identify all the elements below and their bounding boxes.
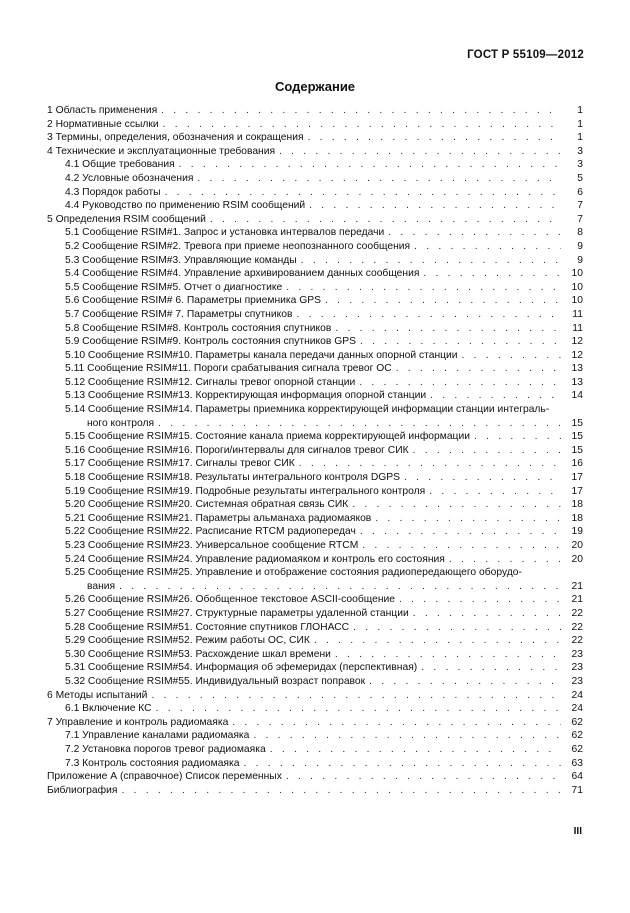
toc-entry-page: 20 (571, 540, 583, 551)
dot-leader (161, 104, 561, 118)
dot-leader (462, 349, 561, 363)
toc-entry-page: 7 (577, 213, 583, 225)
toc-entry-label: 5.3 Сообщение RSIM#3. Управляющие команды (65, 254, 297, 266)
toc-entry-label: 5.8 Сообщение RSIM#8. Контроль состояния спутников (65, 322, 332, 334)
standard-number: ГОСТ Р 55109—2012 (467, 49, 584, 61)
toc-entry[interactable] (47, 226, 583, 240)
toc-entry[interactable] (47, 199, 583, 213)
dot-leader (375, 512, 561, 526)
toc-entry-page: 10 (571, 295, 583, 307)
toc-entry[interactable] (47, 634, 583, 648)
dot-leader (396, 362, 561, 376)
dot-leader (449, 553, 561, 567)
toc-entry[interactable] (47, 267, 583, 281)
toc-entry-page: 23 (571, 662, 583, 674)
toc-entry-label: Библиография (47, 784, 118, 796)
toc-entry-label: 5.13 Сообщение RSIM#13. Корректирующая информация опорной станции (65, 390, 427, 402)
toc-entry-page: 3 (577, 145, 583, 157)
toc-entry-label: 5.23 Сообщение RSIM#23. Универсальное сообщение RTCM (65, 540, 359, 551)
toc-entry-label: 5.9 Сообщение RSIM#9. Контроль состояния спутников GPS (65, 336, 356, 348)
toc-entry-label: 4.2 Условные обозначения (65, 172, 194, 184)
dot-leader (388, 226, 561, 240)
dot-leader (270, 743, 561, 757)
toc-entry[interactable] (47, 716, 583, 730)
toc-entry-label: 5.11 Сообщение RSIM#11. Пороги срабатывания сигнала тревог ОС (65, 363, 392, 375)
toc-entry[interactable] (47, 743, 583, 757)
table-of-contents (47, 104, 583, 797)
toc-entry[interactable] (47, 444, 583, 458)
dot-leader (163, 118, 561, 132)
dot-leader (359, 376, 561, 390)
toc-entry-label: 1 Область применения (47, 105, 158, 116)
toc-entry-label: 5.21 Сообщение RSIM#21. Параметры альманаха радиомаяков (65, 512, 372, 524)
dot-leader (325, 294, 561, 308)
dot-leader (286, 770, 561, 784)
toc-entry-page: 12 (571, 336, 583, 348)
toc-entry-label: Приложение А (справочное) Список переменных (47, 771, 282, 783)
toc-entry-page: 7 (577, 200, 583, 212)
toc-entry-label: 4 Технические и эксплуатационные требования (47, 145, 276, 157)
dot-leader (121, 784, 561, 798)
toc-entry[interactable] (47, 430, 583, 444)
toc-entry-label: 5.7 Сообщение RSIM# 7. Параметры спутников (65, 308, 293, 320)
toc-entry[interactable] (47, 294, 583, 308)
page-number: III (573, 826, 582, 837)
toc-entry-label: 5.28 Сообщение RSIM#51. Состояние спутников ГЛОНАСС (65, 621, 350, 633)
dot-leader (360, 335, 561, 349)
toc-entry-label: 7.1 Управление каналами радиомаяка (65, 730, 250, 742)
toc-entry-page: 17 (571, 472, 583, 484)
dot-leader (413, 444, 561, 458)
dot-leader (309, 199, 561, 213)
toc-entry-label: 5.17 Сообщение RSIM#17. Сигналы тревог СИК (65, 458, 295, 470)
dot-leader (151, 689, 561, 703)
toc-entry-page: 23 (571, 648, 583, 660)
dot-leader (296, 308, 561, 322)
toc-entry[interactable] (47, 689, 583, 703)
toc-entry-label: 5.18 Сообщение RSIM#18. Результаты интегрального контроля DGPS (65, 472, 401, 484)
toc-entry-label: 5.12 Сообщение RSIM#12. Сигналы тревог опорной станции (65, 376, 356, 388)
dot-leader (360, 525, 561, 539)
toc-entry-page: 15 (571, 417, 583, 429)
toc-entry-page: 8 (577, 227, 583, 239)
toc-entry-page: 11 (572, 322, 583, 334)
toc-entry-page: 22 (571, 607, 583, 619)
toc-entry-page: 14 (571, 390, 583, 402)
dot-leader (414, 240, 561, 254)
toc-entry-page: 5 (577, 172, 583, 184)
toc-entry-label: 5.19 Сообщение RSIM#19. Подробные результаты интегрального контроля (65, 485, 426, 497)
toc-entry-label: 5.1 Сообщение RSIM#1. Запрос и установка интервалов передачи (65, 227, 385, 239)
dot-leader (197, 172, 561, 186)
dot-leader (352, 498, 561, 512)
toc-entry[interactable] (47, 770, 583, 784)
dot-leader (314, 634, 561, 648)
dot-leader (369, 675, 561, 689)
toc-entry-label: 5.2 Сообщение RSIM#2. Тревога при приеме неопознанного сообщения (65, 240, 411, 252)
toc-entry-page: 16 (571, 458, 583, 470)
dot-leader (253, 729, 561, 743)
dot-leader (308, 131, 561, 145)
toc-entry-page: 9 (577, 254, 583, 266)
toc-entry-label-continuation: ного контроля (87, 417, 155, 429)
toc-entry-page: 62 (571, 743, 583, 755)
toc-entry[interactable] (47, 186, 583, 200)
toc-entry-continuation[interactable] (47, 580, 583, 594)
toc-entry-page: 10 (571, 281, 583, 293)
dot-leader (243, 757, 561, 771)
dot-leader (165, 186, 561, 200)
toc-entry-label: 5.20 Сообщение RSIM#20. Системная обратная связь СИК (65, 499, 349, 511)
toc-entry-label: 5.10 Сообщение RSIM#10. Параметры канала передачи данных опорной станции (65, 349, 458, 361)
toc-entry-page: 15 (571, 444, 583, 456)
toc-entry-continuation[interactable] (47, 417, 583, 431)
toc-entry[interactable] (47, 389, 583, 403)
toc-entry[interactable] (47, 729, 583, 743)
toc-entry-page: 62 (571, 716, 583, 728)
dot-leader (362, 539, 561, 553)
dot-leader (353, 621, 561, 635)
toc-entry-page: 17 (571, 485, 583, 497)
toc-entry[interactable] (47, 240, 583, 254)
toc-entry[interactable] (47, 308, 583, 322)
toc-entry-label: 7.2 Установка порогов тревог радиомаяка (65, 743, 266, 755)
toc-entry[interactable] (47, 485, 583, 499)
toc-entry-page: 22 (571, 635, 583, 647)
toc-entry[interactable] (47, 457, 583, 471)
toc-entry-label: 5.26 Сообщение RSIM#26. Обобщенное текстовое ASCII-сообщение (65, 594, 396, 606)
toc-entry-page: 71 (571, 784, 583, 796)
dot-leader (279, 145, 561, 159)
toc-entry[interactable] (47, 512, 583, 526)
toc-entry[interactable] (47, 172, 583, 186)
toc-entry-page: 3 (577, 159, 583, 171)
dot-leader (158, 417, 561, 431)
toc-entry-page: 13 (571, 376, 583, 388)
toc-entry-label: 4.4 Руководство по применению RSIM сообщений (65, 200, 306, 212)
toc-entry[interactable] (47, 213, 583, 227)
toc-entry-page: 13 (571, 363, 583, 375)
toc-entry-page: 24 (571, 703, 583, 715)
toc-entry[interactable] (47, 702, 583, 716)
toc-entry-label: 5 Определения RSIM сообщений (47, 213, 206, 225)
toc-entry[interactable] (47, 648, 583, 662)
toc-entry-label: 5.29 Сообщение RSIM#52. Режим работы ОС, СИК (65, 635, 310, 647)
toc-entry-page: 18 (571, 499, 583, 511)
toc-entry-page: 10 (571, 268, 583, 280)
toc-entry-page: 15 (571, 431, 583, 443)
toc-entry-label: 4.3 Порядок работы (65, 186, 161, 198)
toc-entry-label: 5.14 Сообщение RSIM#14. Параметры приемника корректирующей информации станции интеграль- (65, 404, 550, 416)
toc-entry[interactable] (47, 525, 583, 539)
toc-entry-page: 23 (571, 675, 583, 687)
dot-leader (179, 158, 561, 172)
dot-leader (413, 607, 561, 621)
toc-entry-label: 2 Нормативные ссылки (47, 118, 159, 130)
toc-entry-label: 5.24 Сообщение RSIM#24. Управление радиомаяком и контроль его состояния (65, 553, 445, 565)
toc-entry[interactable] (47, 376, 583, 390)
toc-entry-label: 7.3 Контроль состояния радиомаяка (65, 757, 240, 769)
dot-leader (335, 322, 561, 336)
toc-entry-label-continuation: вания (87, 580, 116, 592)
toc-entry[interactable] (47, 593, 583, 607)
toc-entry-label: 4.1 Общие требования (65, 159, 175, 171)
dot-leader (286, 281, 561, 295)
dot-leader (232, 716, 561, 730)
toc-entry-page: 19 (571, 526, 583, 538)
dot-leader (301, 254, 561, 268)
toc-entry-label: 5.6 Сообщение RSIM# 6. Параметры приемника GPS (65, 295, 321, 307)
toc-entry-page: 18 (571, 512, 583, 524)
toc-entry[interactable] (47, 104, 583, 118)
toc-entry[interactable] (47, 675, 583, 689)
toc-entry-label: 6.1 Включение КС (65, 703, 152, 715)
toc-entry-label: 5.22 Сообщение RSIM#22. Расписание RTCM радиопередач (65, 526, 356, 538)
toc-entry[interactable] (47, 362, 583, 376)
toc-entry[interactable] (47, 607, 583, 621)
toc-entry-page: 6 (577, 186, 583, 198)
toc-entry[interactable] (47, 757, 583, 771)
toc-entry[interactable] (47, 498, 583, 512)
toc-entry[interactable] (47, 158, 583, 172)
toc-entry-page: 9 (577, 240, 583, 252)
toc-entry[interactable] (47, 118, 583, 132)
toc-entry[interactable] (47, 784, 583, 798)
toc-entry[interactable] (47, 566, 583, 580)
dot-leader (156, 702, 561, 716)
dot-leader (429, 485, 561, 499)
dot-leader (421, 661, 561, 675)
toc-entry[interactable] (47, 145, 583, 159)
page-title: Содержание (274, 79, 356, 94)
toc-entry[interactable] (47, 281, 583, 295)
toc-entry[interactable] (47, 471, 583, 485)
toc-entry[interactable] (47, 335, 583, 349)
toc-entry-page: 1 (577, 118, 583, 130)
toc-entry-page: 22 (571, 621, 583, 633)
dot-leader (299, 457, 561, 471)
toc-entry[interactable] (47, 403, 583, 417)
toc-entry-label: 5.32 Сообщение RSIM#55. Индивидуальный возраст поправок (65, 675, 366, 687)
toc-entry-label: 5.16 Сообщение RSIM#16. Пороги/интервалы для сигналов тревог СИК (65, 444, 409, 456)
toc-entry-label: 5.30 Сообщение RSIM#53. Расхождение шкал времени (65, 648, 331, 660)
toc-entry[interactable] (47, 553, 583, 567)
toc-entry-label: 5.4 Сообщение RSIM#4. Управление архивированием данных сообщения (65, 268, 420, 280)
toc-entry-label: 6 Методы испытаний (47, 689, 148, 701)
toc-entry[interactable] (47, 349, 583, 363)
toc-entry[interactable] (47, 322, 583, 336)
toc-entry-label: 5.5 Сообщение RSIM#5. Отчет о диагностике (65, 281, 283, 293)
dot-leader (399, 593, 561, 607)
toc-entry-label: 5.27 Сообщение RSIM#27. Структурные параметры удаленной станции (65, 607, 409, 619)
dot-leader (430, 389, 561, 403)
toc-entry-page: 62 (571, 730, 583, 742)
toc-entry[interactable] (47, 131, 583, 145)
toc-entry[interactable] (47, 254, 583, 268)
toc-entry-page: 11 (572, 308, 583, 320)
toc-entry-label: 5.15 Сообщение RSIM#15. Состояние канала приема корректирующей информации (65, 431, 470, 443)
dot-leader (119, 580, 561, 594)
toc-entry-page: 24 (571, 689, 583, 701)
toc-entry[interactable] (47, 621, 583, 635)
toc-entry-page: 20 (571, 553, 583, 565)
toc-entry-page: 21 (571, 580, 583, 592)
toc-entry-page: 64 (571, 771, 583, 783)
dot-leader (404, 471, 561, 485)
dot-leader (423, 267, 561, 281)
toc-entry-page: 1 (577, 105, 583, 116)
toc-entry-label: 5.25 Сообщение RSIM#25. Управление и отображение состояния радиопередающего оборудо- (65, 567, 522, 579)
toc-entry-label: 5.31 Сообщение RSIM#54. Информация об эфемеридах (перспективная) (65, 662, 418, 674)
toc-entry-page: 1 (577, 132, 583, 144)
toc-entry[interactable] (47, 539, 583, 553)
toc-entry-page: 63 (571, 757, 583, 769)
toc-entry-page: 21 (571, 594, 583, 606)
toc-entry-label: 3 Термины, определения, обозначения и сокращения (47, 132, 304, 144)
toc-entry[interactable] (47, 661, 583, 675)
dot-leader (474, 430, 561, 444)
dot-leader (335, 648, 561, 662)
dot-leader (210, 213, 561, 227)
toc-entry-page: 12 (571, 349, 583, 361)
toc-entry-label: 7 Управление и контроль радиомаяка (47, 716, 229, 728)
